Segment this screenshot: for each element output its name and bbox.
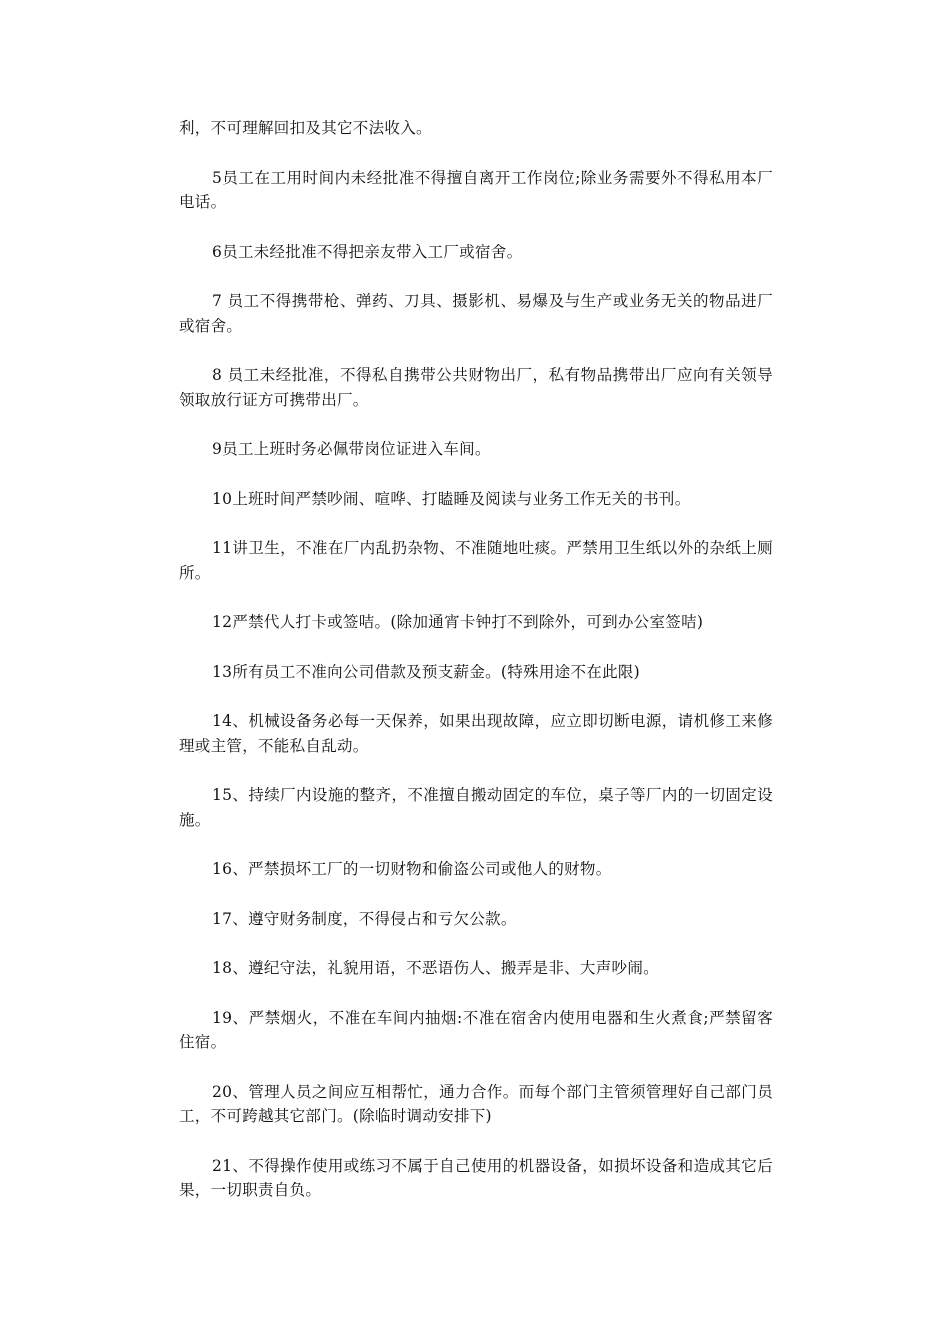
rule-item-19: 19、严禁烟火，不准在车间内抽烟:不准在宿舍内使用电器和生火煮食;严禁留客住宿。 xyxy=(179,1008,773,1051)
rule-item-17: 17、遵守财务制度，不得侵占和亏欠公款。 xyxy=(212,909,517,928)
document-body xyxy=(179,116,773,1228)
rule-item-11: 11讲卫生，不准在厂内乱扔杂物、不准随地吐痰。严禁用卫生纸以外的杂纸上厕所。 xyxy=(179,539,773,582)
rule-item-15: 15、持续厂内设施的整齐，不准擅自搬动固定的车位，桌子等厂内的一切固定设施。 xyxy=(179,786,773,829)
paragraph-continuation: 利，不可理解回扣及其它不法收入。 xyxy=(179,119,432,137)
rule-item-18: 18、遵纪守法，礼貌用语，不恶语伤人、搬弄是非、大声吵闹。 xyxy=(212,959,659,977)
rule-item-20: 20、管理人员之间应互相帮忙，通力合作。而每个部门主管须管理好自己部门员工，不可跨越其它部门。(除临时调动安排下) xyxy=(179,1082,773,1125)
rule-item-14: 14、机械设备务必每一天保养，如果出现故障，应立即切断电源，请机修工来修理或主管，不能私自乱动。 xyxy=(179,712,773,755)
rule-item-13: 13所有员工不准向公司借款及预支薪金。(特殊用途不在此限) xyxy=(212,662,641,681)
rule-item-8: 8 员工未经批准，不得私自携带公共财物出厂，私有物品携带出厂应向有关领导领取放行证方可携带出厂。 xyxy=(179,366,773,409)
rule-item-5: 5员工在工用时间内未经批准不得擅自离开工作岗位;除业务需要外不得私用本厂电话。 xyxy=(179,168,773,211)
rule-item-16: 16、严禁损坏工厂的一切财物和偷盗公司或他人的财物。 xyxy=(212,860,612,878)
rule-item-6: 6员工未经批准不得把亲友带入工厂或宿舍。 xyxy=(212,242,523,261)
rule-item-12: 12严禁代人打卡或签咭。(除加通宵卡钟打不到除外，可到办公室签咭) xyxy=(212,613,704,631)
rule-item-7: 7 员工不得携带枪、弹药、刀具、摄影机、易爆及与生产或业务无关的物品进厂或宿舍。 xyxy=(179,292,773,335)
rule-item-10: 10上班时间严禁吵闹、喧哗、打瞌睡及阅读与业务工作无关的书刊。 xyxy=(212,489,691,508)
rule-item-9: 9员工上班时务必佩带岗位证进入车间。 xyxy=(212,440,491,458)
rule-item-21: 21、不得操作使用或练习不属于自己使用的机器设备，如损坏设备和造成其它后果，一切职责自负。 xyxy=(179,1156,773,1199)
